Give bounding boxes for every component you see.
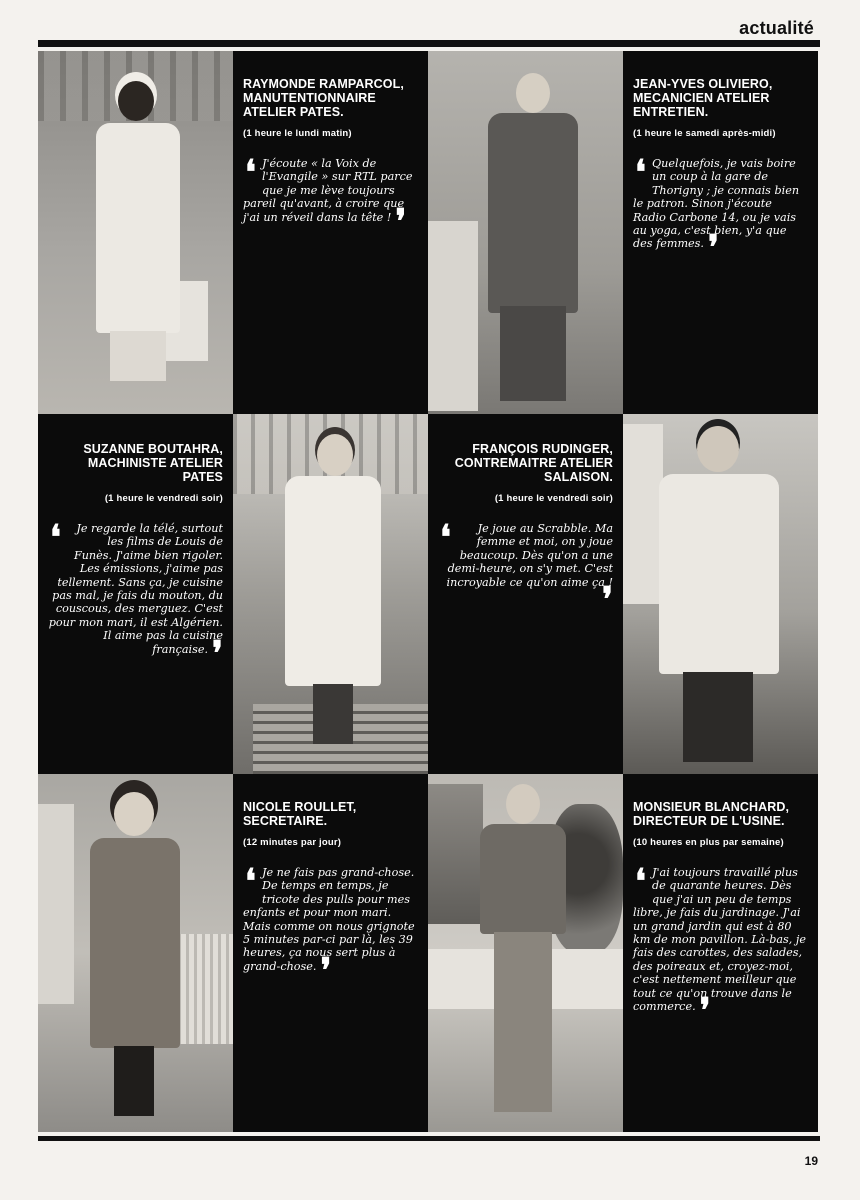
legs [313,684,353,744]
open-quote-icon: ❛ [245,153,256,193]
close-quote-icon: ❜ [699,991,711,1032]
profile-jean-yves [623,51,818,414]
photo-jean-yves [428,51,623,414]
boots [110,331,166,381]
profile-quote: ❛ Je ne fais pas grand-chose. De temps en temps, je tricote des pulls pour mes enfants et pour mon mari. Mais comme on nous grignote 5 minutes par-ci par là, les 39 heures, ça nous sert plus à grand-chose. ❜ [243,862,415,991]
profile-name: FRANÇOIS RUDINGER, CONTREMAITRE ATELIER SALAISON. [454,442,613,484]
profile-quote: ❛ J'ai toujours travaillé plus de quarante heures. Dès que j'ai un peu de temps libre, je fais du jardinage. J'ai un grand jardin qui est à 80 km de mon pavillon. Là-bas, je fais des carottes, des salades, des poireaux et, croyez-moi, c'est nettement meilleur que tout ce qu'on trouve dans le commerce. ❜ [633,862,806,1032]
sweater [480,824,566,934]
photo-blanchard [428,774,623,1132]
person-head [516,73,550,113]
profile-time: (1 heure le vendredi soir) [494,493,613,504]
legs [500,306,566,401]
open-quote-icon: ❛ [635,153,646,193]
profile-time: (1 heure le samedi après-midi) [633,128,776,139]
open-quote-icon: ❛ [440,518,451,558]
photo-nicole [38,774,233,1132]
overalls [488,113,578,313]
profile-suzanne [38,414,233,774]
profile-time: (10 heures en plus par semaine) [633,837,784,848]
profile-quote: ❛ J'écoute « la Voix de l'Evangile » sur RTL parce que je me lève toujours pareil qu'avant, à croire que j'ai un réveil dans la tête ! ❜ [243,153,413,242]
profile-francois [428,414,623,774]
open-quote-icon: ❛ [50,518,61,558]
trousers [494,932,552,1112]
white-coat [96,123,180,333]
profile-name: SUZANNE BOUTAHRA, MACHINISTE ATELIER PATES [83,442,223,484]
profile-name: NICOLE ROULLET, SECRETAIRE. [243,800,357,828]
photo-francois [623,414,818,774]
profile-time: (1 heure le lundi matin) [243,128,352,139]
boots [114,1046,154,1116]
person-head [697,426,739,472]
bottom-rule [38,1136,820,1141]
close-quote-icon: ❜ [212,633,223,674]
profile-blanchard [623,774,818,1132]
profile-quote: ❛ Quelquefois, je vais boire un coup à la gare de Thorigny ; je connais bien le patron. Sinon j'écoute Radio Carbone 14, ou je vais au yoga, c'est bien, y'a que des femmes. ❜ [633,153,800,269]
section-title: actualité [739,18,814,38]
profile-time: (1 heure le vendredi soir) [104,493,223,504]
top-rule [38,40,820,47]
office-door [38,804,74,1004]
person-head [114,792,154,836]
open-quote-icon: ❛ [635,862,646,902]
profile-time: (12 minutes par jour) [243,837,342,848]
close-quote-icon: ❜ [602,580,613,621]
close-quote-icon: ❜ [395,201,407,242]
knit-dress [90,838,180,1048]
person-head [317,434,353,476]
white-coat [659,474,779,674]
person-head [118,81,154,121]
wall-window [623,424,663,604]
radiator [178,934,233,1044]
profile-nicole [233,774,428,1132]
profiles-grid [38,51,818,1132]
person-head [506,784,540,824]
profile-raymonde [233,51,428,414]
white-coat [285,476,381,686]
wall-poster [428,784,483,924]
close-quote-icon: ❜ [707,228,719,269]
page-number: 19 [804,1154,818,1168]
profile-name: MONSIEUR BLANCHARD, DIRECTEUR DE L'USINE. [633,800,790,828]
photo-raymonde [38,51,233,414]
profile-quote: ❛ Je joue au Scrabble. Ma femme et moi, on y joue beaucoup. Dès qu'on a une demi-heure, on s'y met. C'est incroyable ce qu'on aime ça !❜ [440,518,613,621]
profile-quote: ❛ Je regarde la télé, surtout les films de Louis de Funès. J'aime bien rigoler. Les émissions, j'aime pas tellement. Sans ça, je cuisine pas mal, je fais du mouton, du couscous, des merguez. C'est pour mon mari, il est Algérien. Il aime pas la cuisine française. ❜ [48,518,223,674]
profile-name: RAYMONDE RAMPARCOL, MANUTENTIONNAIRE ATELIER PATES. [243,77,404,119]
open-quote-icon: ❛ [245,862,256,902]
legs [683,672,753,762]
close-quote-icon: ❜ [320,950,332,991]
photo-suzanne [233,414,428,774]
profile-name: JEAN-YVES OLIVIERO, MECANICIEN ATELIER ENTRETIEN. [633,77,773,119]
machine [428,221,478,411]
